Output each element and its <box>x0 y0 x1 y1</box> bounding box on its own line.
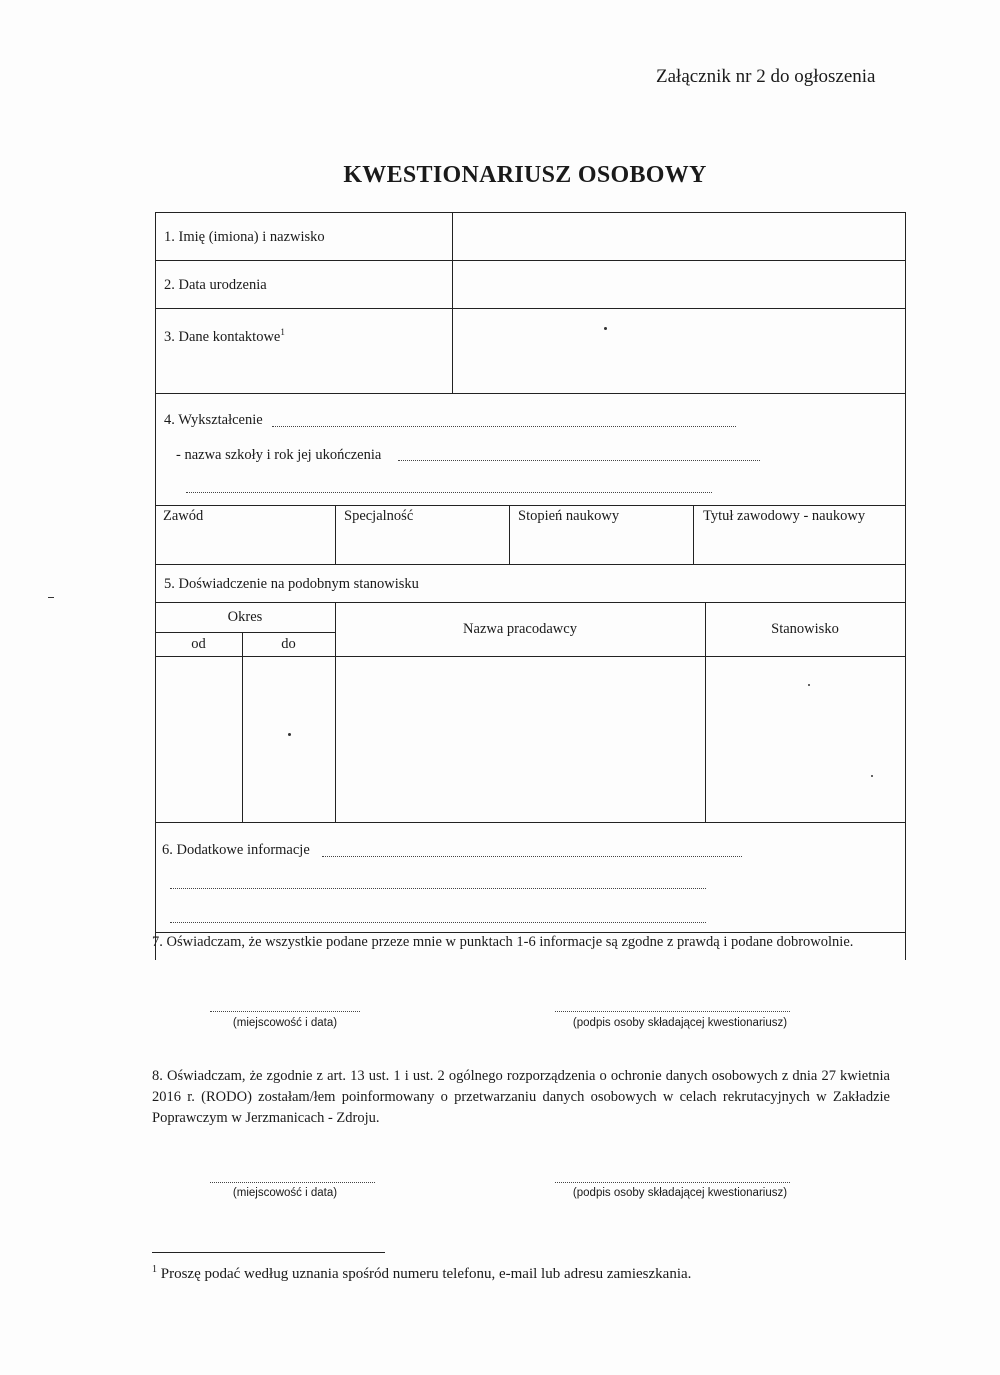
statement-7: 7. Oświadczam, że wszystkie podane przeze mnie w punktach 1-6 informacje są zgodne z prawdą i podane dobrowolnie. <box>152 934 854 950</box>
from-header: od <box>191 636 206 652</box>
school-dotted-line[interactable] <box>398 460 760 461</box>
column-specialty: Specjalność <box>344 508 414 524</box>
education-label <box>164 412 263 429</box>
additional-dotted-line-3[interactable] <box>170 922 706 923</box>
field-birth-date-input[interactable] <box>454 262 904 307</box>
annex-label: Załącznik nr 2 do ogłoszenia <box>656 66 876 87</box>
column-academic-degree: Stopień naukowy <box>518 508 620 524</box>
employer-header: Nazwa pracodawcy <box>463 621 577 637</box>
school-dotted-line-2[interactable] <box>186 492 712 493</box>
place-date-caption-1: (miejscowość i data) <box>232 1017 338 1029</box>
place-date-caption-2: (miejscowość i data) <box>232 1187 338 1199</box>
education-label-text: 4. Wykształcenie <box>164 412 263 428</box>
experience-label: 5. Doświadczenie na podobnym stanowisku <box>164 576 419 592</box>
field-contact-label <box>164 327 285 346</box>
field-contact-input[interactable] <box>454 310 904 392</box>
additional-dotted-line-1[interactable] <box>322 856 742 857</box>
field-name-input[interactable] <box>454 214 904 259</box>
additional-dotted-line-2[interactable] <box>170 888 706 889</box>
position-header: Stanowisko <box>771 621 839 637</box>
scan-speck <box>604 327 607 330</box>
column-profession: Zawód <box>163 508 204 524</box>
additional-label: 6. Dodatkowe informacje <box>162 842 310 858</box>
field-birth-date-label: 2. Data urodzenia <box>164 277 267 293</box>
column-professional-title: Tytuł zawodowy - naukowy <box>703 508 866 524</box>
school-label: - nazwa szkoły i rok jej ukończenia <box>176 447 382 463</box>
to-header: do <box>281 636 296 652</box>
signature-caption-2: (podpis osoby składającej kwestionariusz) <box>572 1187 788 1199</box>
scan-speck <box>288 733 291 736</box>
signature-line-1[interactable] <box>555 1011 790 1012</box>
scan-speck <box>871 775 873 777</box>
signature-line-2[interactable] <box>555 1182 790 1183</box>
footnote-text: Proszę podać według uznania spośród numeru telefonu, e-mail lub adresu zamieszkania. <box>160 1266 692 1282</box>
footnote-separator <box>152 1252 385 1253</box>
statement-8: 8. Oświadczam, że zgodnie z art. 13 ust. 1 i ust. 2 ogólnego rozporządzenia o ochronie danych osobowych z dnia 27 kwietnia 2016 r. (RODO) zostałam/łem poinformowany o przetwarzaniu danych osobowych w celach rekrutacyjnych w Zakładzie Poprawczym w Jerzmanicach - Zdroju. <box>152 1068 890 1126</box>
place-date-line-1[interactable] <box>210 1011 360 1012</box>
signature-caption-1: (podpis osoby składającej kwestionariusz) <box>572 1017 788 1029</box>
scan-speck <box>48 597 54 598</box>
field-name-label: 1. Imię (imiona) i nazwisko <box>164 229 325 245</box>
form-title: KWESTIONARIUSZ OSOBOWY <box>343 162 707 188</box>
education-dotted-line[interactable] <box>272 426 736 427</box>
period-header: Okres <box>227 609 263 625</box>
footnote-ref: 1 <box>280 327 285 337</box>
scan-speck <box>808 684 810 686</box>
footnote <box>152 1264 691 1283</box>
field-contact-text: 3. Dane kontaktowe <box>164 328 281 345</box>
place-date-line-2[interactable] <box>210 1182 375 1183</box>
footnote-mark: 1 <box>152 1264 157 1275</box>
